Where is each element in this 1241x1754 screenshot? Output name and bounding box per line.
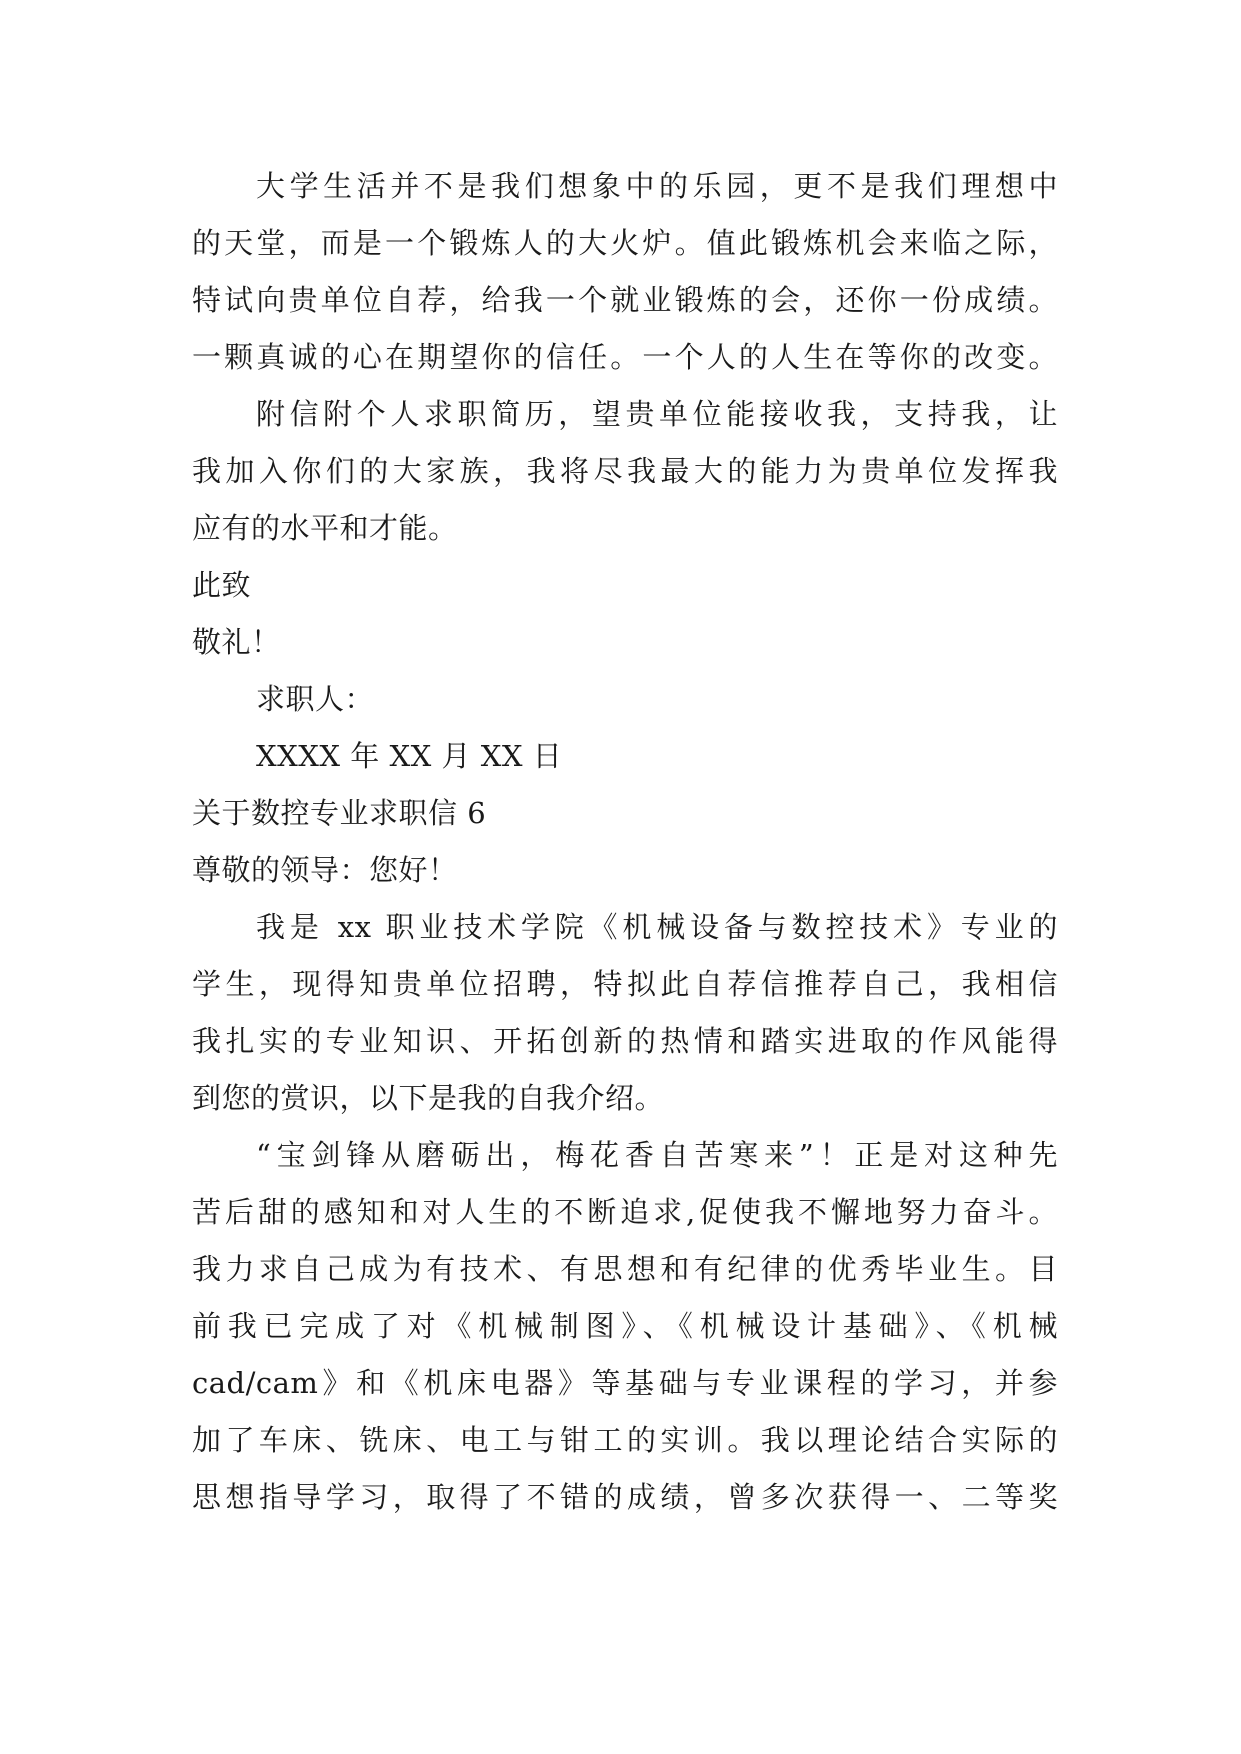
body-line-9: 学生，现得知贵单位招聘，特拟此自荐信推荐自己，我相信 xyxy=(192,967,1058,1001)
closing-salutation: 此致 xyxy=(192,568,252,602)
body-line-5: 附信附个人求职简历，望贵单位能接收我，支持我，让 xyxy=(256,397,1058,431)
body-line-3: 特试向贵单位自荐，给我一个就业锻炼的会，还你一份成绩。 xyxy=(192,283,1058,317)
body-line-18: 思想指导学习，取得了不错的成绩，曾多次获得一、二等奖 xyxy=(192,1480,1058,1514)
body-line-11: 到您的赏识，以下是我的自我介绍。 xyxy=(192,1081,665,1115)
body-line-12: “宝剑锋从磨砺出，梅花香自苦寒来”！正是对这种先 xyxy=(256,1138,1058,1172)
greeting: 尊敬的领导：您好！ xyxy=(192,853,458,887)
letter-body xyxy=(192,158,1058,1526)
body-line-13: 苦后甜的感知和对人生的不断追求,促使我不懈地努力奋斗。 xyxy=(192,1195,1058,1229)
body-line-15: 前我已完成了对《机械制图》、《机械设计基础》、《机械 xyxy=(192,1309,1058,1343)
section-title: 关于数控专业求职信 6 xyxy=(192,796,487,830)
signature-date: XXXX 年 XX 月 XX 日 xyxy=(256,739,563,773)
body-line-1: 大学生活并不是我们想象中的乐园，更不是我们理想中 xyxy=(256,169,1058,203)
body-line-10: 我扎实的专业知识、开拓创新的热情和踏实进取的作风能得 xyxy=(192,1024,1058,1058)
body-line-4: 一颗真诚的心在期望你的信任。一个人的人生在等你的改变。 xyxy=(192,340,1058,374)
body-line-16: cad/cam》和《机床电器》等基础与专业课程的学习，并参 xyxy=(192,1366,1058,1400)
body-line-14: 我力求自己成为有技术、有思想和有纪律的优秀毕业生。目 xyxy=(192,1252,1058,1286)
body-line-17: 加了车床、铣床、电工与钳工的实训。我以理论结合实际的 xyxy=(192,1423,1058,1457)
signature-applicant: 求职人： xyxy=(256,682,375,716)
closing-regards: 敬礼！ xyxy=(192,625,281,659)
body-line-6: 我加入你们的大家族，我将尽我最大的能力为贵单位发挥我 xyxy=(192,454,1058,488)
body-line-2: 的天堂，而是一个锻炼人的大火炉。值此锻炼机会来临之际， xyxy=(192,226,1058,260)
body-line-7: 应有的水平和才能。 xyxy=(192,511,458,545)
body-line-8: 我是 xx 职业技术学院《机械设备与数控技术》专业的 xyxy=(256,910,1058,944)
